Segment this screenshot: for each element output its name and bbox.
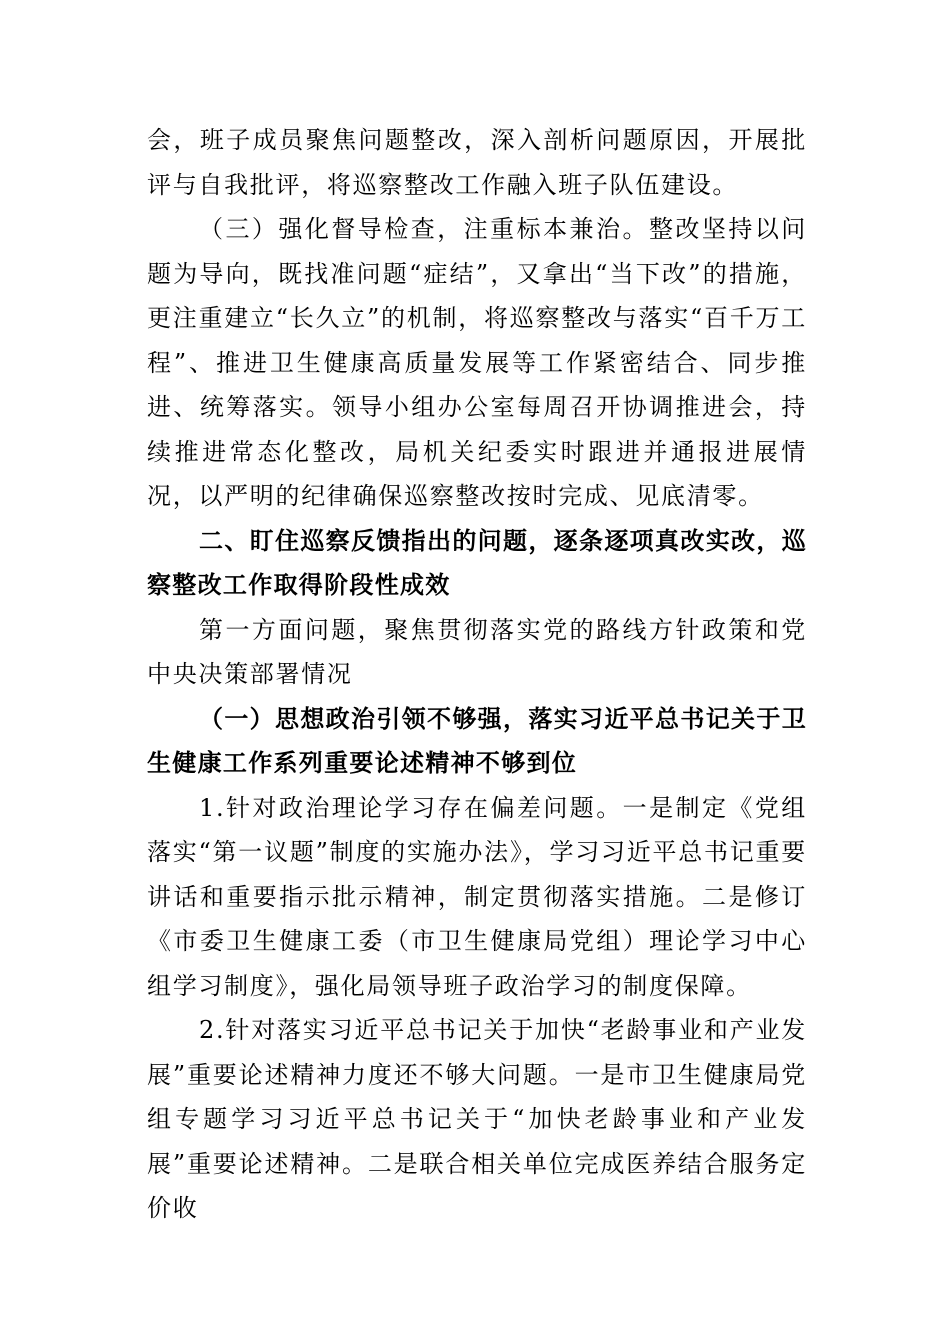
paragraph-lead-heading: （三）强化督导检查，注重标本兼治。	[199, 215, 649, 243]
paragraph-lead-body: 整改坚持以问题为导向，既找准问题“症结”，又拿出“当下改”的措施，更注重建立“长久立”的机制，将巡察整改与落实“百千万工程”、推进卫生健康高质量发展等工作紧密结合、同步推进、统筹落实。领导小组办公室每周召开协调推进会，持续推进常态化整改，局机关纪委实时跟进并通报进展情况，以严明的纪律确保巡察整改按时完成、见底清零。	[147, 215, 807, 510]
list-item: 1.针对政治理论学习存在偏差问题。一是制定《党组落实“第一议题”制度的实施办法》，学习习近平总书记重要讲话和重要指示批示精神，制定贯彻落实措施。二是修订《市委卫生健康工委（市卫生健康局党组）理论学习中心组学习制度》，强化局领导班子政治学习的制度保障。	[147, 793, 807, 1000]
list-item: 2.针对落实习近平总书记关于加快“老龄事业和产业发展”重要论述精神力度还不够大问题。一是市卫生健康局党组专题学习习近平总书记关于“加快老龄事业和产业发展”重要论述精神。二是联合相关单位完成医养结合服务定价收	[147, 1016, 807, 1222]
paragraph-supervision	[147, 207, 807, 519]
document-body	[147, 118, 807, 1231]
subsection-heading: （一）思想政治引领不够强，落实习近平总书记关于卫生健康工作系列重要论述精神不够到位	[147, 704, 807, 777]
section-heading: 二、盯住巡察反馈指出的问题，逐条逐项真改实改，巡察整改工作取得阶段性成效	[147, 526, 807, 599]
aspect-heading: 第一方面问题，聚焦贯彻落实党的路线方针政策和党中央决策部署情况	[147, 615, 807, 688]
paragraph-continuation: 会，班子成员聚焦问题整改，深入剖析问题原因，开展批评与自我批评，将巡察整改工作融入班子队伍建设。	[147, 126, 807, 199]
